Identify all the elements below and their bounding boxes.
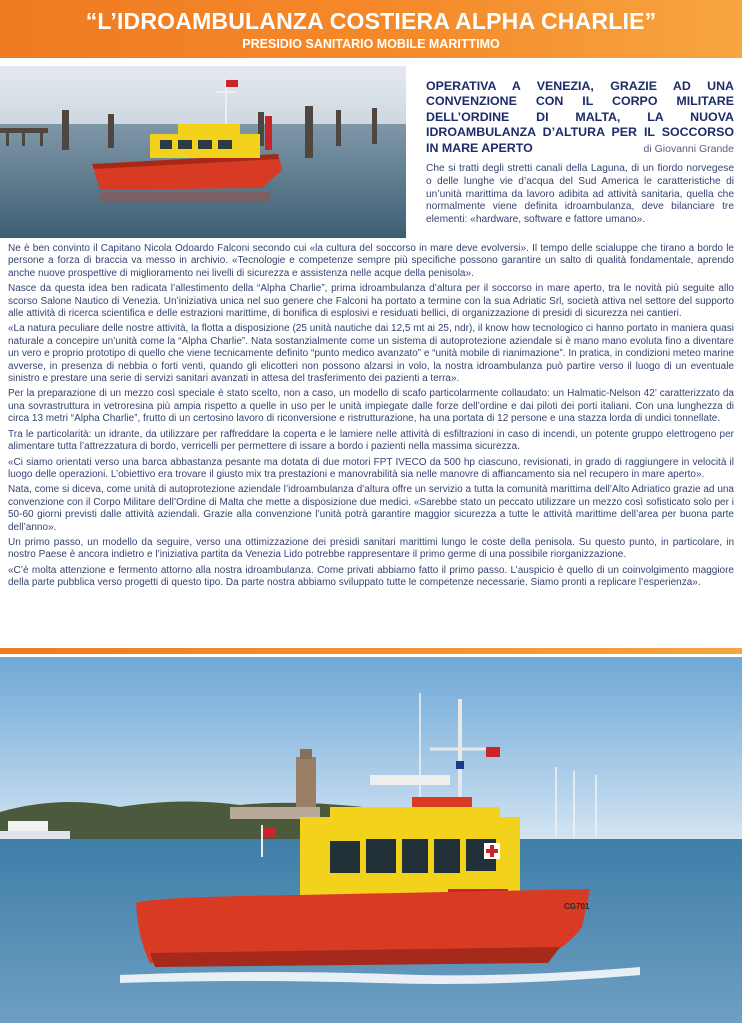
body-paragraph: «La natura peculiare delle nostre attività, la flotta a disposizione (25 unità nautiche dai 12,5 mt ai 25, ndr), il know how tecnologico ci hanno portato in maniera quasi naturale a concepire un’unità come la “Alpha Charlie”. Nata sostanzialmente come un sistema di autoprotezione aziendale si è mano mano evoluta fino a diventare un vero e proprio prototipo di quello che viene tecnicamente definito “punto medico avanzato” e “unità mobile di rianimazione”. In pratica, in condizioni meteo marine avverse, in presenza di nebbia o forti venti, quando gli elicotteri non possono alzarsi in volo, la nostra idroambulanza può partire verso il luogo di un eventuale sinistro e prestare una serie di servizi sanitari avanzati in attesa del trasferimento dei pazienti a terra». <box>8 323 734 385</box>
article-subtitle: PRESIDIO SANITARIO MOBILE MARITTIMO <box>242 37 500 51</box>
article-body <box>8 243 734 593</box>
article-header <box>0 0 742 58</box>
body-paragraph: «C’è molta attenzione e fermento attorno alla nostra idroambulanza. Come privati abbiamo fatto il primo passo. L’auspicio è quello di un coinvolgimento maggiore della parte pubblica verso progetti di questo tipo. Da parte nostra abbiamo sviluppato tutte le competenze necessarie. Siamo pronti a replicare l’esperienza». <box>8 564 734 589</box>
lead-text: OPERATIVA A VENEZIA, GRAZIE AD UNA CONVENZIONE CON IL CORPO MILITARE DELL’ORDINE DI MALTA, LA NUOVA IDROAMBULANZA D’ALTURA PER IL SOCCORSO IN MARE APERTO <box>426 79 734 155</box>
intro-paragraph: Che si tratti degli stretti canali della Laguna, di un fiordo norvegese o delle lunghe vie d’acqua del Sud America le caratteristiche di un’unità marittima da lavoro adibita ad attività sanitaria, quella che normalmente viene definita idroambulanza, deve bilanciare tre elementi: «hardware, software e fattore umano». <box>426 163 734 226</box>
body-paragraph: Nasce da questa idea ben radicata l’allestimento della “Alpha Charlie”, prima idroambulanza d’altura per il soccorso in mare aperto, tra le novità più seguite allo scorso Salone Nautico di Venezia. Un’iniziativa unica nel suo genere che Falconi ha portato a termine con la sua Adriatic Srl, società attiva nel settore del supporto alle attività di ricerca scientifica e delle estrazioni marittime, di bonifica di esplosivi e residuati bellici, di organizzazione di presidi di sicurezza nei cantieri. <box>8 283 734 320</box>
body-paragraph: «Ci siamo orientati verso una barca abbastanza pesante ma dotata di due motori FPT IVECO da 500 hp ciascuno, revisionati, in grado di raggiungere in velocità il luogo delle operazioni. L’obiettivo era trovare il giusto mix tra prestazioni e manovrabilità sia nelle manovre di affiancamento sia nel recupero in mare aperto». <box>8 456 734 480</box>
byline: di Giovanni Grande <box>643 142 734 155</box>
bottom-boat-photo <box>0 657 742 1023</box>
body-paragraph: Ne è ben convinto il Capitano Nicola Odoardo Falconi secondo cui «la cultura del soccorso in mare deve evolversi». Il tempo delle scialuppe che tirano a bordo le persone a forza di braccia va messo in archivio. «Tecnologie e competenze sempre più specifiche possono garantire un salto di qualità fondamentale, aprendo anche nuove prospettive di miglioramento nei livelli di sicurezza e assistenza nelle acque della penisola». <box>8 243 734 279</box>
top-boat-photo <box>0 66 406 238</box>
section-divider <box>0 648 742 654</box>
body-paragraph: Nata, come si diceva, come unità di autoprotezione aziendale l’idroambulanza d’altura offre un servizio a tutta la comunità marittima dell’Alto Adriatico grazie ad una convenzione con il Corpo Militare dell’Ordine di Malta che mette a disposizione due medici. «Sarebbe stato un peccato utilizzare un mezzo così sofisticato solo per i 50-60 giorni previsti dalle attività aziendali. Grazie alla convenzione l’unità potrà garantire maggior sicurezza a tutte le attività marittime dell’area per buona parte dell’anno». <box>8 484 734 533</box>
lead-paragraph <box>426 79 734 157</box>
hull-code: CG701 <box>564 902 590 911</box>
article-title: “L’IDROAMBULANZA COSTIERA ALPHA CHARLIE” <box>85 8 657 34</box>
body-paragraph: Tra le particolarità: un idrante, da utilizzare per raffreddare la coperta e le lamiere nelle attività di esfiltrazioni in caso di incendi, un potente gruppo elettrogeno per alimentare tutta l’attrezzatura di bordo, verricelli per permettere di issare a bordo i pazienti nella massima sicurezza. <box>8 428 734 453</box>
body-paragraph: Un primo passo, un modello da seguire, verso una ottimizzazione dei presidi sanitari marittimi lungo le coste della penisola. Su questo punto, in particolare, in nostro Paese è ancora indietro e l’iniziativa partita da Venezia Lido potrebbe rappresentare il primo germe di una possibile riorganizzazione. <box>8 536 734 561</box>
body-paragraph: Per la preparazione di un mezzo così speciale è stato scelto, non a caso, un modello di scafo particolarmente collaudato: un Halmatic-Nelson 42’ caratterizzato da una sovrastruttura in vetroresina più ampia rispetto a quelle in uso per le unità impiegate dalle forze dell’ordine e dai piloti dei porti italiani. Con una lunghezza di circa 13 metri “Alpha Charlie”, frutto di un certosino lavoro di riconversione e ristrutturazione, ha una portata di 12 persone e una stazza lorda di undici tonnellate. <box>8 388 734 425</box>
